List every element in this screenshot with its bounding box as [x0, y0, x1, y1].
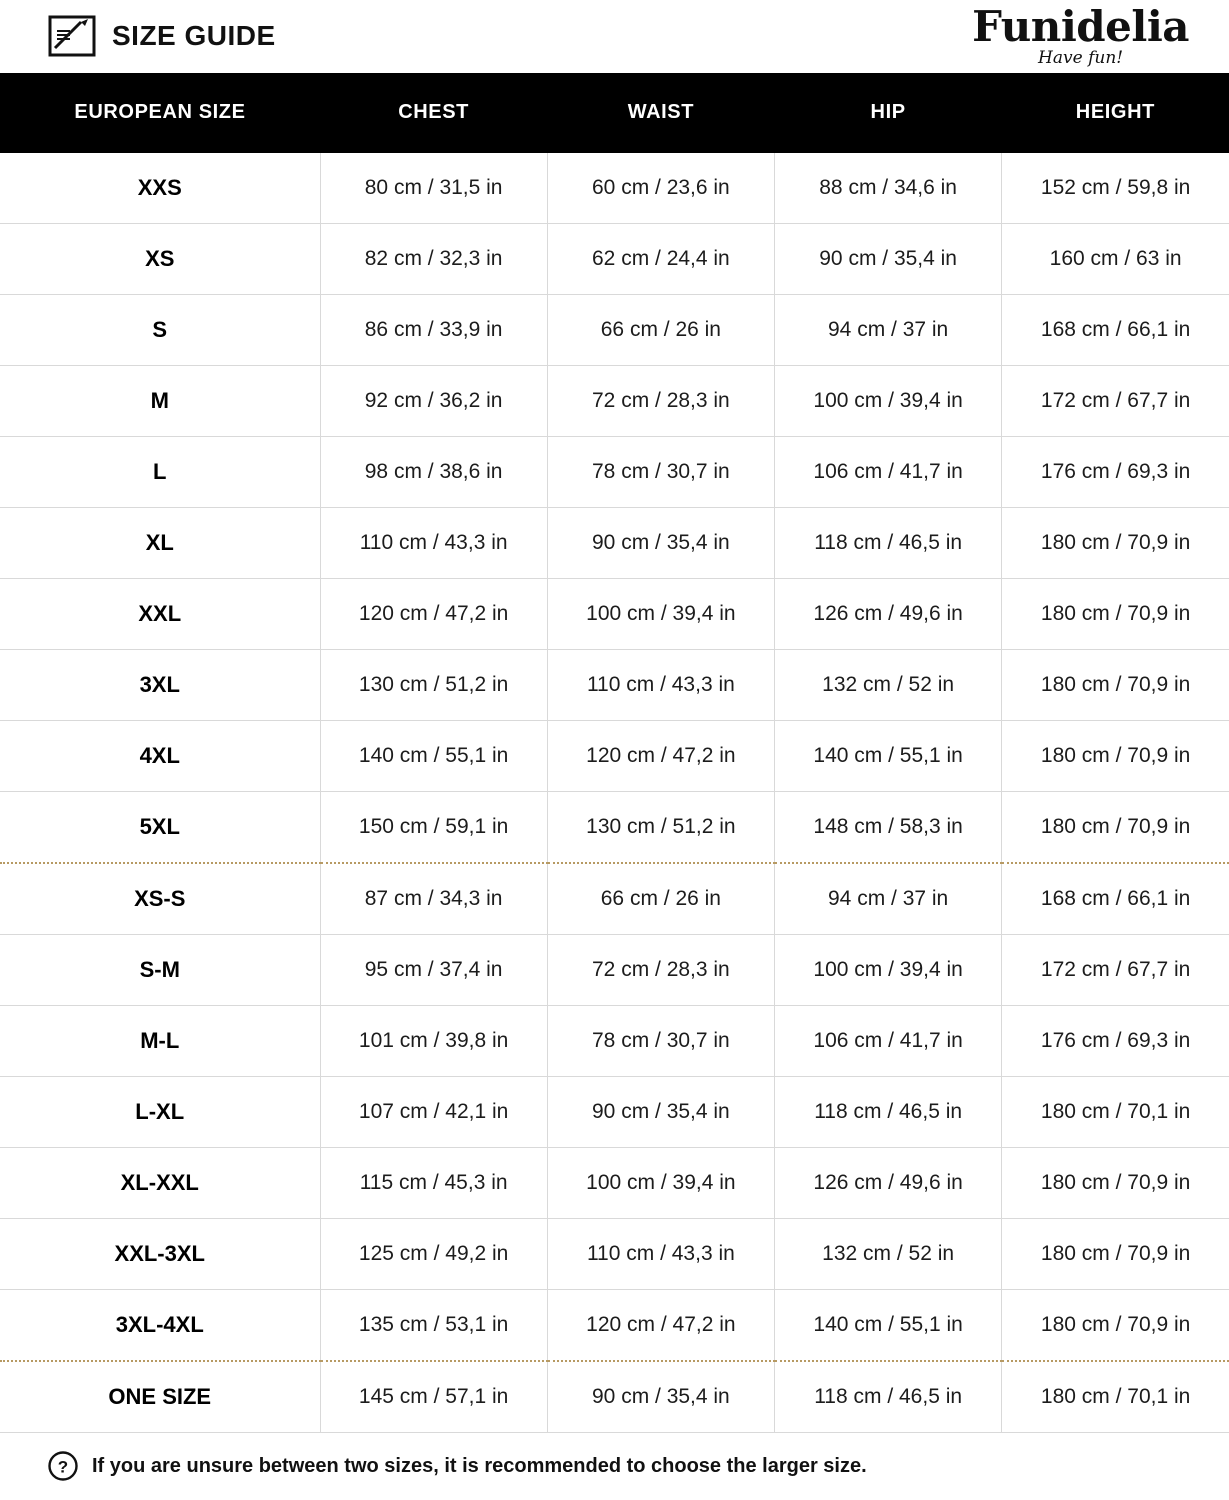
page-header — [0, 0, 1229, 73]
cell-chest: 130 cm / 51,2 in — [320, 649, 547, 720]
table-row — [0, 294, 1229, 365]
cell-chest: 150 cm / 59,1 in — [320, 791, 547, 863]
cell-hip: 126 cm / 49,6 in — [775, 578, 1002, 649]
cell-european-size: 3XL — [0, 649, 320, 720]
cell-waist: 110 cm / 43,3 in — [547, 649, 774, 720]
cell-waist: 120 cm / 47,2 in — [547, 720, 774, 791]
cell-european-size: XXL-3XL — [0, 1218, 320, 1289]
cell-height: 180 cm / 70,9 in — [1002, 791, 1229, 863]
size-table-wrap — [0, 73, 1229, 1432]
cell-chest: 101 cm / 39,8 in — [320, 1005, 547, 1076]
cell-chest: 92 cm / 36,2 in — [320, 365, 547, 436]
cell-hip: 106 cm / 41,7 in — [775, 436, 1002, 507]
cell-hip: 88 cm / 34,6 in — [775, 153, 1002, 224]
cell-waist: 90 cm / 35,4 in — [547, 507, 774, 578]
cell-waist: 78 cm / 30,7 in — [547, 436, 774, 507]
cell-height: 180 cm / 70,1 in — [1002, 1076, 1229, 1147]
table-row — [0, 365, 1229, 436]
cell-hip: 126 cm / 49,6 in — [775, 1147, 1002, 1218]
cell-chest: 87 cm / 34,3 in — [320, 863, 547, 935]
cell-european-size: ONE SIZE — [0, 1361, 320, 1432]
table-row — [0, 223, 1229, 294]
page-title: SIZE GUIDE — [112, 20, 276, 52]
cell-hip: 100 cm / 39,4 in — [775, 365, 1002, 436]
cell-height: 168 cm / 66,1 in — [1002, 294, 1229, 365]
cell-height: 172 cm / 67,7 in — [1002, 365, 1229, 436]
cell-hip: 94 cm / 37 in — [775, 863, 1002, 935]
brand-tagline: Have fun! — [1038, 47, 1124, 68]
table-row — [0, 791, 1229, 863]
cell-european-size: XL-XXL — [0, 1147, 320, 1218]
cell-chest: 140 cm / 55,1 in — [320, 720, 547, 791]
cell-european-size: 5XL — [0, 791, 320, 863]
cell-waist: 100 cm / 39,4 in — [547, 578, 774, 649]
cell-chest: 125 cm / 49,2 in — [320, 1218, 547, 1289]
cell-chest: 86 cm / 33,9 in — [320, 294, 547, 365]
table-row — [0, 578, 1229, 649]
cell-chest: 145 cm / 57,1 in — [320, 1361, 547, 1432]
brand-logo — [972, 1, 1195, 68]
cell-hip: 140 cm / 55,1 in — [775, 1289, 1002, 1361]
table-row — [0, 934, 1229, 1005]
cell-european-size: 3XL-4XL — [0, 1289, 320, 1361]
cell-height: 180 cm / 70,9 in — [1002, 1289, 1229, 1361]
column-header-height: HEIGHT — [1002, 73, 1229, 153]
cell-european-size: XS-S — [0, 863, 320, 935]
cell-european-size: XXL — [0, 578, 320, 649]
cell-height: 152 cm / 59,8 in — [1002, 153, 1229, 224]
cell-hip: 106 cm / 41,7 in — [775, 1005, 1002, 1076]
footer-note — [0, 1432, 1229, 1500]
table-row — [0, 1289, 1229, 1361]
cell-european-size: S — [0, 294, 320, 365]
svg-text:?: ? — [57, 1457, 69, 1477]
cell-chest: 95 cm / 37,4 in — [320, 934, 547, 1005]
column-header-hip: HIP — [775, 73, 1002, 153]
cell-hip: 118 cm / 46,5 in — [775, 1076, 1002, 1147]
cell-hip: 140 cm / 55,1 in — [775, 720, 1002, 791]
cell-chest: 110 cm / 43,3 in — [320, 507, 547, 578]
brand-name: Funidelia — [972, 1, 1189, 51]
cell-waist: 66 cm / 26 in — [547, 863, 774, 935]
cell-waist: 110 cm / 43,3 in — [547, 1218, 774, 1289]
cell-height: 180 cm / 70,9 in — [1002, 507, 1229, 578]
cell-height: 180 cm / 70,9 in — [1002, 1218, 1229, 1289]
cell-hip: 94 cm / 37 in — [775, 294, 1002, 365]
cell-waist: 100 cm / 39,4 in — [547, 1147, 774, 1218]
table-row — [0, 1076, 1229, 1147]
cell-european-size: 4XL — [0, 720, 320, 791]
size-table-body — [0, 153, 1229, 1432]
cell-waist: 62 cm / 24,4 in — [547, 223, 774, 294]
cell-hip: 132 cm / 52 in — [775, 649, 1002, 720]
cell-european-size: S-M — [0, 934, 320, 1005]
cell-height: 160 cm / 63 in — [1002, 223, 1229, 294]
cell-height: 180 cm / 70,9 in — [1002, 578, 1229, 649]
cell-waist: 72 cm / 28,3 in — [547, 365, 774, 436]
table-row — [0, 1005, 1229, 1076]
cell-waist: 72 cm / 28,3 in — [547, 934, 774, 1005]
cell-height: 180 cm / 70,1 in — [1002, 1361, 1229, 1432]
cell-hip: 118 cm / 46,5 in — [775, 507, 1002, 578]
size-table — [0, 73, 1229, 1432]
info-question-icon — [48, 1451, 78, 1481]
table-row — [0, 1218, 1229, 1289]
cell-waist: 60 cm / 23,6 in — [547, 153, 774, 224]
cell-hip: 100 cm / 39,4 in — [775, 934, 1002, 1005]
cell-chest: 82 cm / 32,3 in — [320, 223, 547, 294]
table-row — [0, 153, 1229, 224]
table-row — [0, 863, 1229, 935]
cell-european-size: XXS — [0, 153, 320, 224]
cell-chest: 115 cm / 45,3 in — [320, 1147, 547, 1218]
footer-note-text: If you are unsure between two sizes, it is recommended to choose the larger size. — [92, 1454, 867, 1477]
cell-height: 172 cm / 67,7 in — [1002, 934, 1229, 1005]
cell-height: 176 cm / 69,3 in — [1002, 1005, 1229, 1076]
table-row — [0, 1147, 1229, 1218]
column-header-waist: WAIST — [547, 73, 774, 153]
cell-hip: 148 cm / 58,3 in — [775, 791, 1002, 863]
cell-height: 168 cm / 66,1 in — [1002, 863, 1229, 935]
table-row — [0, 436, 1229, 507]
size-table-head — [0, 73, 1229, 153]
table-row — [0, 507, 1229, 578]
cell-european-size: M-L — [0, 1005, 320, 1076]
cell-waist: 78 cm / 30,7 in — [547, 1005, 774, 1076]
cell-hip: 132 cm / 52 in — [775, 1218, 1002, 1289]
table-row — [0, 649, 1229, 720]
cell-european-size: M — [0, 365, 320, 436]
cell-european-size: XL — [0, 507, 320, 578]
cell-chest: 107 cm / 42,1 in — [320, 1076, 547, 1147]
cell-european-size: XS — [0, 223, 320, 294]
cell-hip: 118 cm / 46,5 in — [775, 1361, 1002, 1432]
cell-height: 180 cm / 70,9 in — [1002, 1147, 1229, 1218]
cell-waist: 90 cm / 35,4 in — [547, 1361, 774, 1432]
cell-height: 180 cm / 70,9 in — [1002, 649, 1229, 720]
cell-waist: 66 cm / 26 in — [547, 294, 774, 365]
header-left — [48, 15, 276, 57]
cell-height: 180 cm / 70,9 in — [1002, 720, 1229, 791]
table-row — [0, 1361, 1229, 1432]
cell-waist: 90 cm / 35,4 in — [547, 1076, 774, 1147]
cell-european-size: L — [0, 436, 320, 507]
cell-chest: 98 cm / 38,6 in — [320, 436, 547, 507]
ruler-icon — [48, 15, 96, 57]
column-header-european-size: EUROPEAN SIZE — [0, 73, 320, 153]
cell-waist: 130 cm / 51,2 in — [547, 791, 774, 863]
cell-hip: 90 cm / 35,4 in — [775, 223, 1002, 294]
cell-waist: 120 cm / 47,2 in — [547, 1289, 774, 1361]
cell-chest: 80 cm / 31,5 in — [320, 153, 547, 224]
column-header-chest: CHEST — [320, 73, 547, 153]
cell-european-size: L-XL — [0, 1076, 320, 1147]
table-header-row — [0, 73, 1229, 153]
cell-height: 176 cm / 69,3 in — [1002, 436, 1229, 507]
cell-chest: 120 cm / 47,2 in — [320, 578, 547, 649]
cell-chest: 135 cm / 53,1 in — [320, 1289, 547, 1361]
table-row — [0, 720, 1229, 791]
